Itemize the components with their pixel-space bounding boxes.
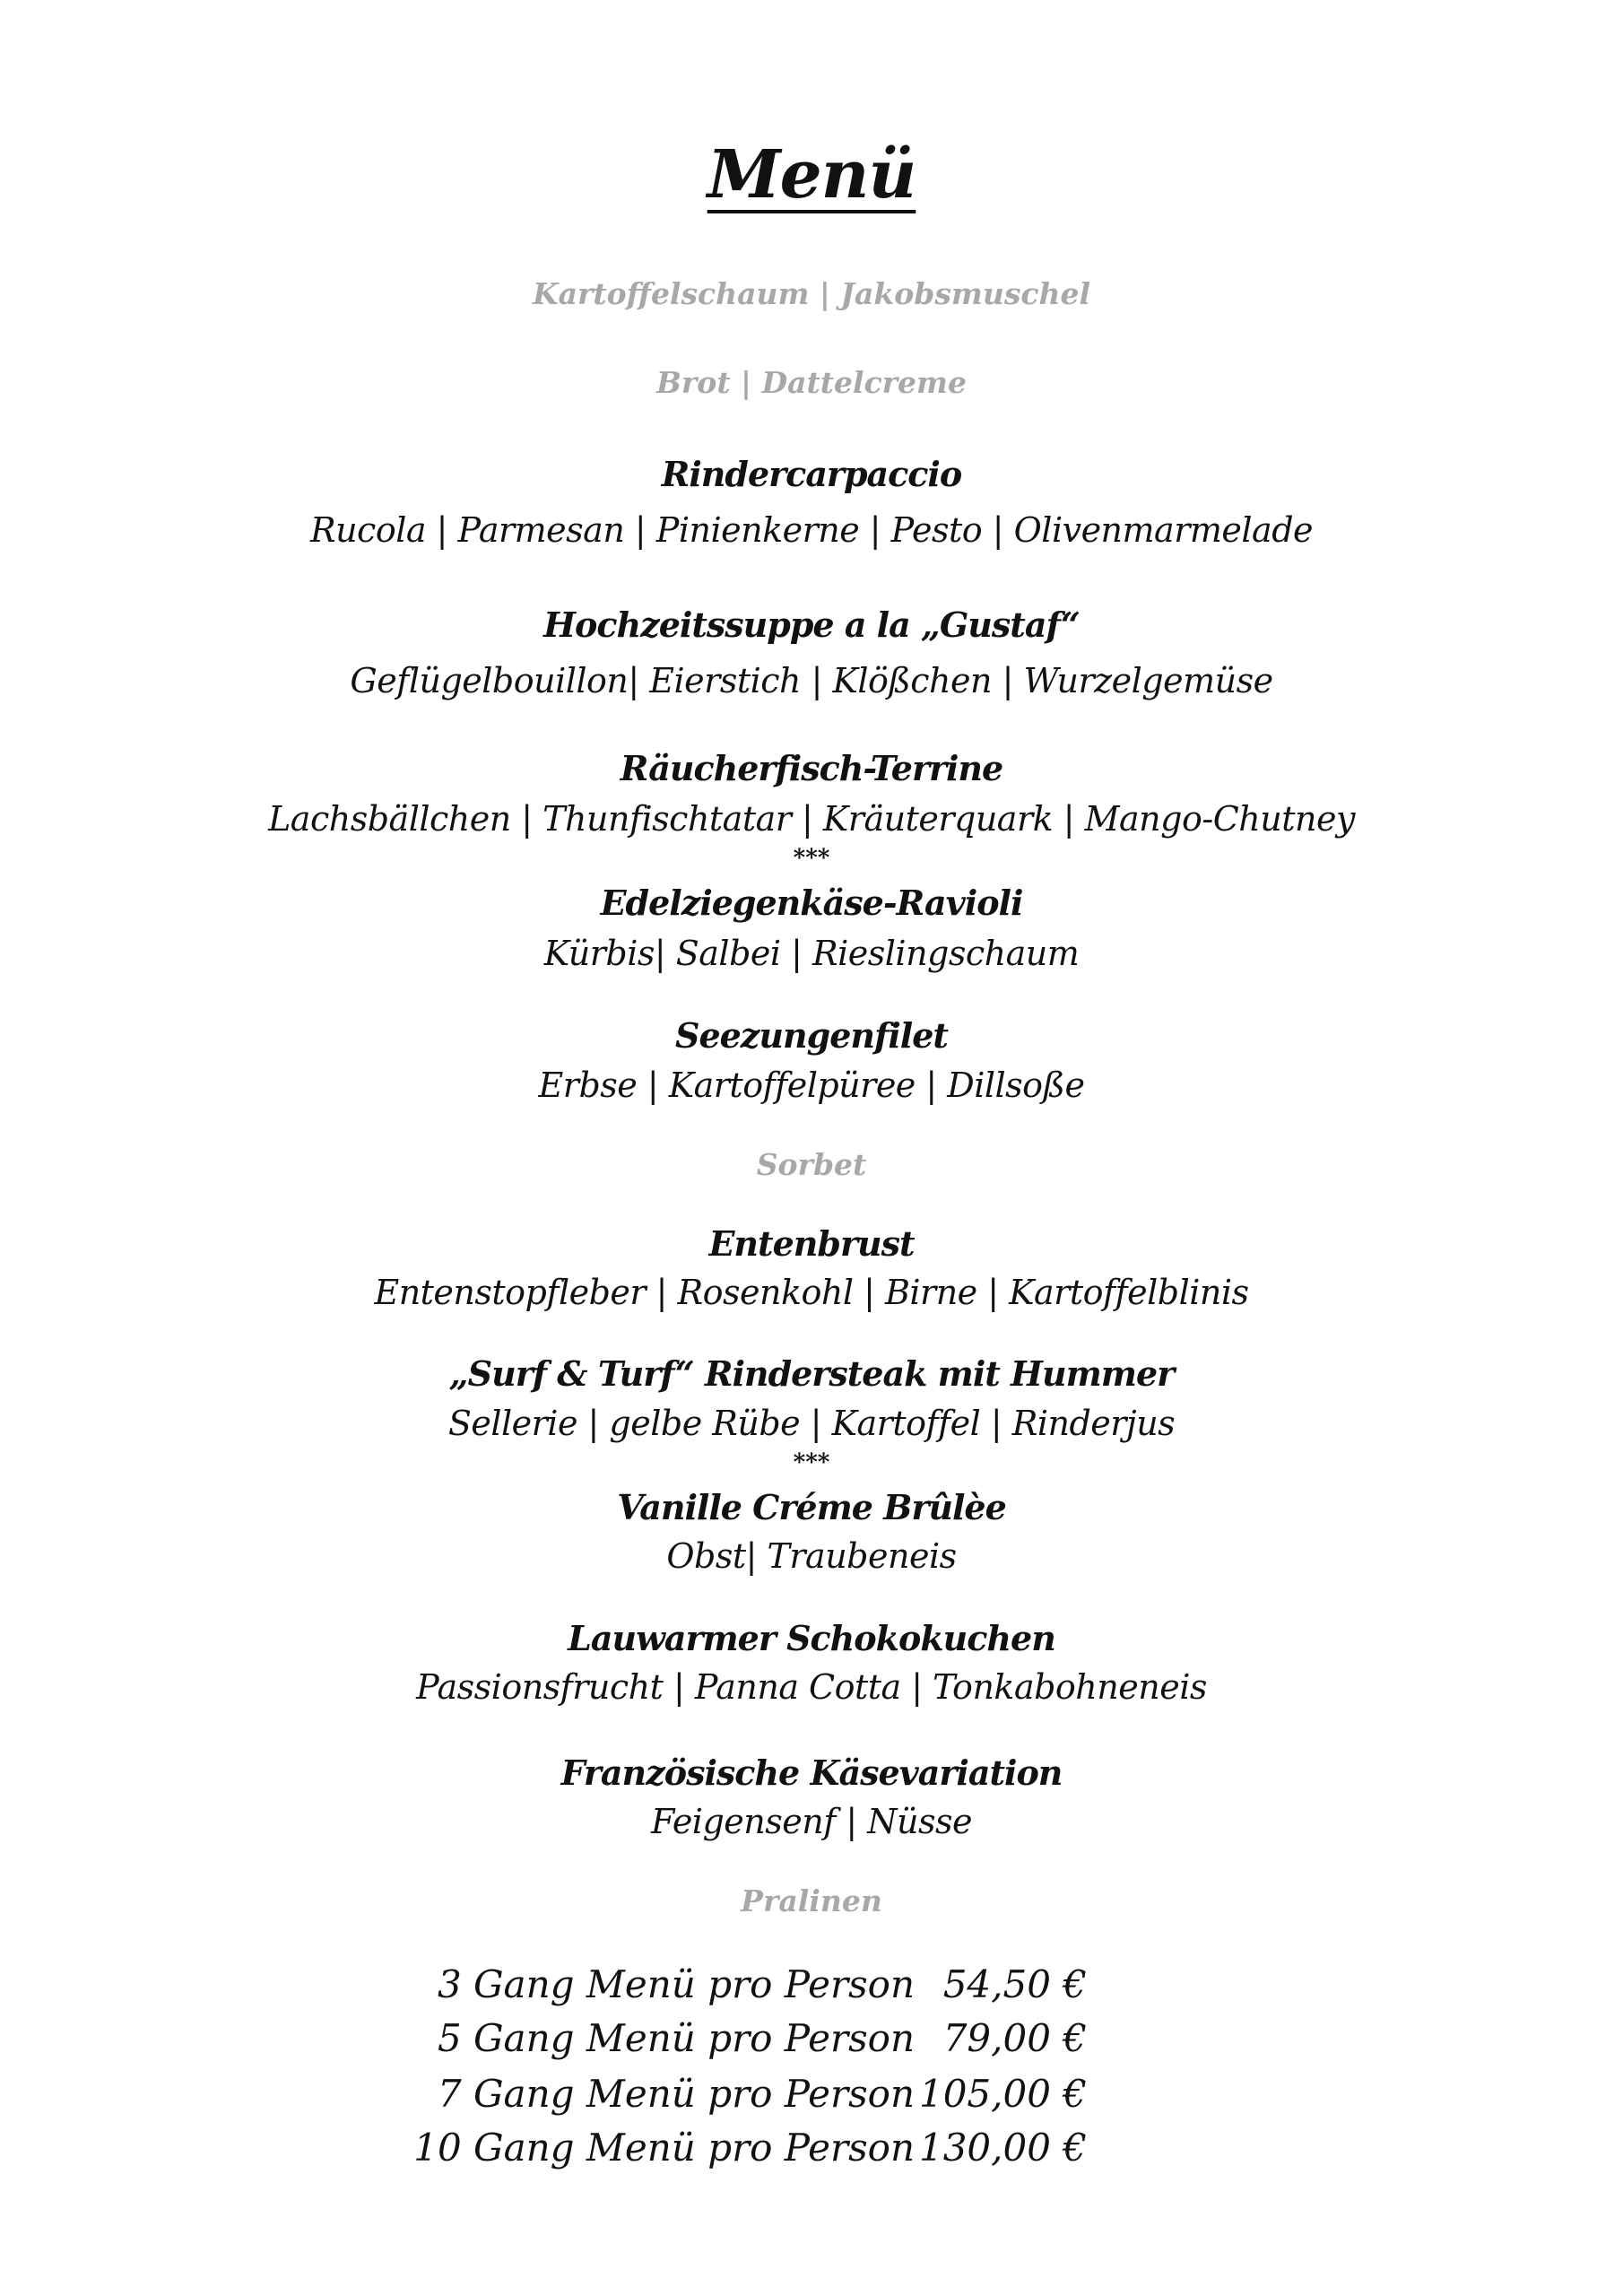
price-row xyxy=(421,2016,1103,2065)
course-2-name: Hochzeitssuppe a la „Gustaf“ xyxy=(543,604,1080,645)
course-5-name: Seezungenfilet xyxy=(675,1015,948,1056)
course-8-desc: Obst| Traubeneis xyxy=(666,1536,957,1576)
course-7-name: „Surf & Turf“ Rindersteak mit Hummer xyxy=(448,1353,1175,1394)
price-row xyxy=(421,1962,1103,2011)
price-label: 10 Gang Menü pro Person xyxy=(413,2126,915,2170)
course-separator-2: *** xyxy=(793,1449,830,1476)
course-6-name: Entenbrust xyxy=(708,1223,915,1264)
course-1-name: Rindercarpaccio xyxy=(661,454,962,494)
course-10-desc: Feigensenf | Nüsse xyxy=(651,1802,972,1841)
sorbet-label: Sorbet xyxy=(756,1147,867,1182)
course-1-desc: Rucola | Parmesan | Pinienkerne | Pesto | Olivenmarmelade xyxy=(309,510,1314,550)
course-5-desc: Erbse | Kartoffelpüree | Dillsoße xyxy=(538,1065,1085,1105)
course-8-name: Vanille Créme Brûlèe xyxy=(617,1487,1006,1527)
amuse-line-2: Brot | Dattelcreme xyxy=(656,365,967,400)
pralinen-label: Pralinen xyxy=(741,1883,882,1918)
price-row xyxy=(421,2072,1103,2120)
price-value: 79,00 € xyxy=(942,2016,1087,2060)
course-3-desc: Lachsbällchen | Thunfischtatar | Kräuterquark | Mango-Chutney xyxy=(268,799,1355,839)
price-value: 130,00 € xyxy=(918,2126,1087,2170)
course-7-desc: Sellerie | gelbe Rübe | Kartoffel | Rinderjus xyxy=(447,1404,1176,1443)
course-4-desc: Kürbis| Salbei | Rieslingschaum xyxy=(543,934,1080,973)
course-6-desc: Entenstopfleber | Rosenkohl | Birne | Kartoffelblinis xyxy=(374,1273,1249,1312)
course-2-desc: Geflügelbouillon| Eierstich | Klößchen | Wurzelgemüse xyxy=(350,661,1273,700)
price-value: 54,50 € xyxy=(942,1962,1087,2006)
course-separator-1: *** xyxy=(793,845,830,872)
amuse-line-1: Kartoffelschaum | Jakobsmuschel xyxy=(532,276,1091,311)
price-label: 3 Gang Menü pro Person xyxy=(437,1962,915,2006)
price-row xyxy=(413,2126,1103,2174)
course-4-name: Edelziegenkäse-Ravioli xyxy=(600,883,1023,923)
course-9-name: Lauwarmer Schokokuchen xyxy=(568,1618,1055,1658)
price-label: 5 Gang Menü pro Person xyxy=(437,2016,915,2060)
page-title: Menü xyxy=(707,136,916,213)
course-10-name: Französische Käsevariation xyxy=(560,1752,1063,1793)
price-label: 7 Gang Menü pro Person xyxy=(437,2072,915,2116)
course-9-desc: Passionsfrucht | Panna Cotta | Tonkabohneneis xyxy=(416,1667,1207,1707)
course-3-name: Räucherfisch-Terrine xyxy=(620,748,1003,788)
price-value: 105,00 € xyxy=(918,2072,1087,2116)
